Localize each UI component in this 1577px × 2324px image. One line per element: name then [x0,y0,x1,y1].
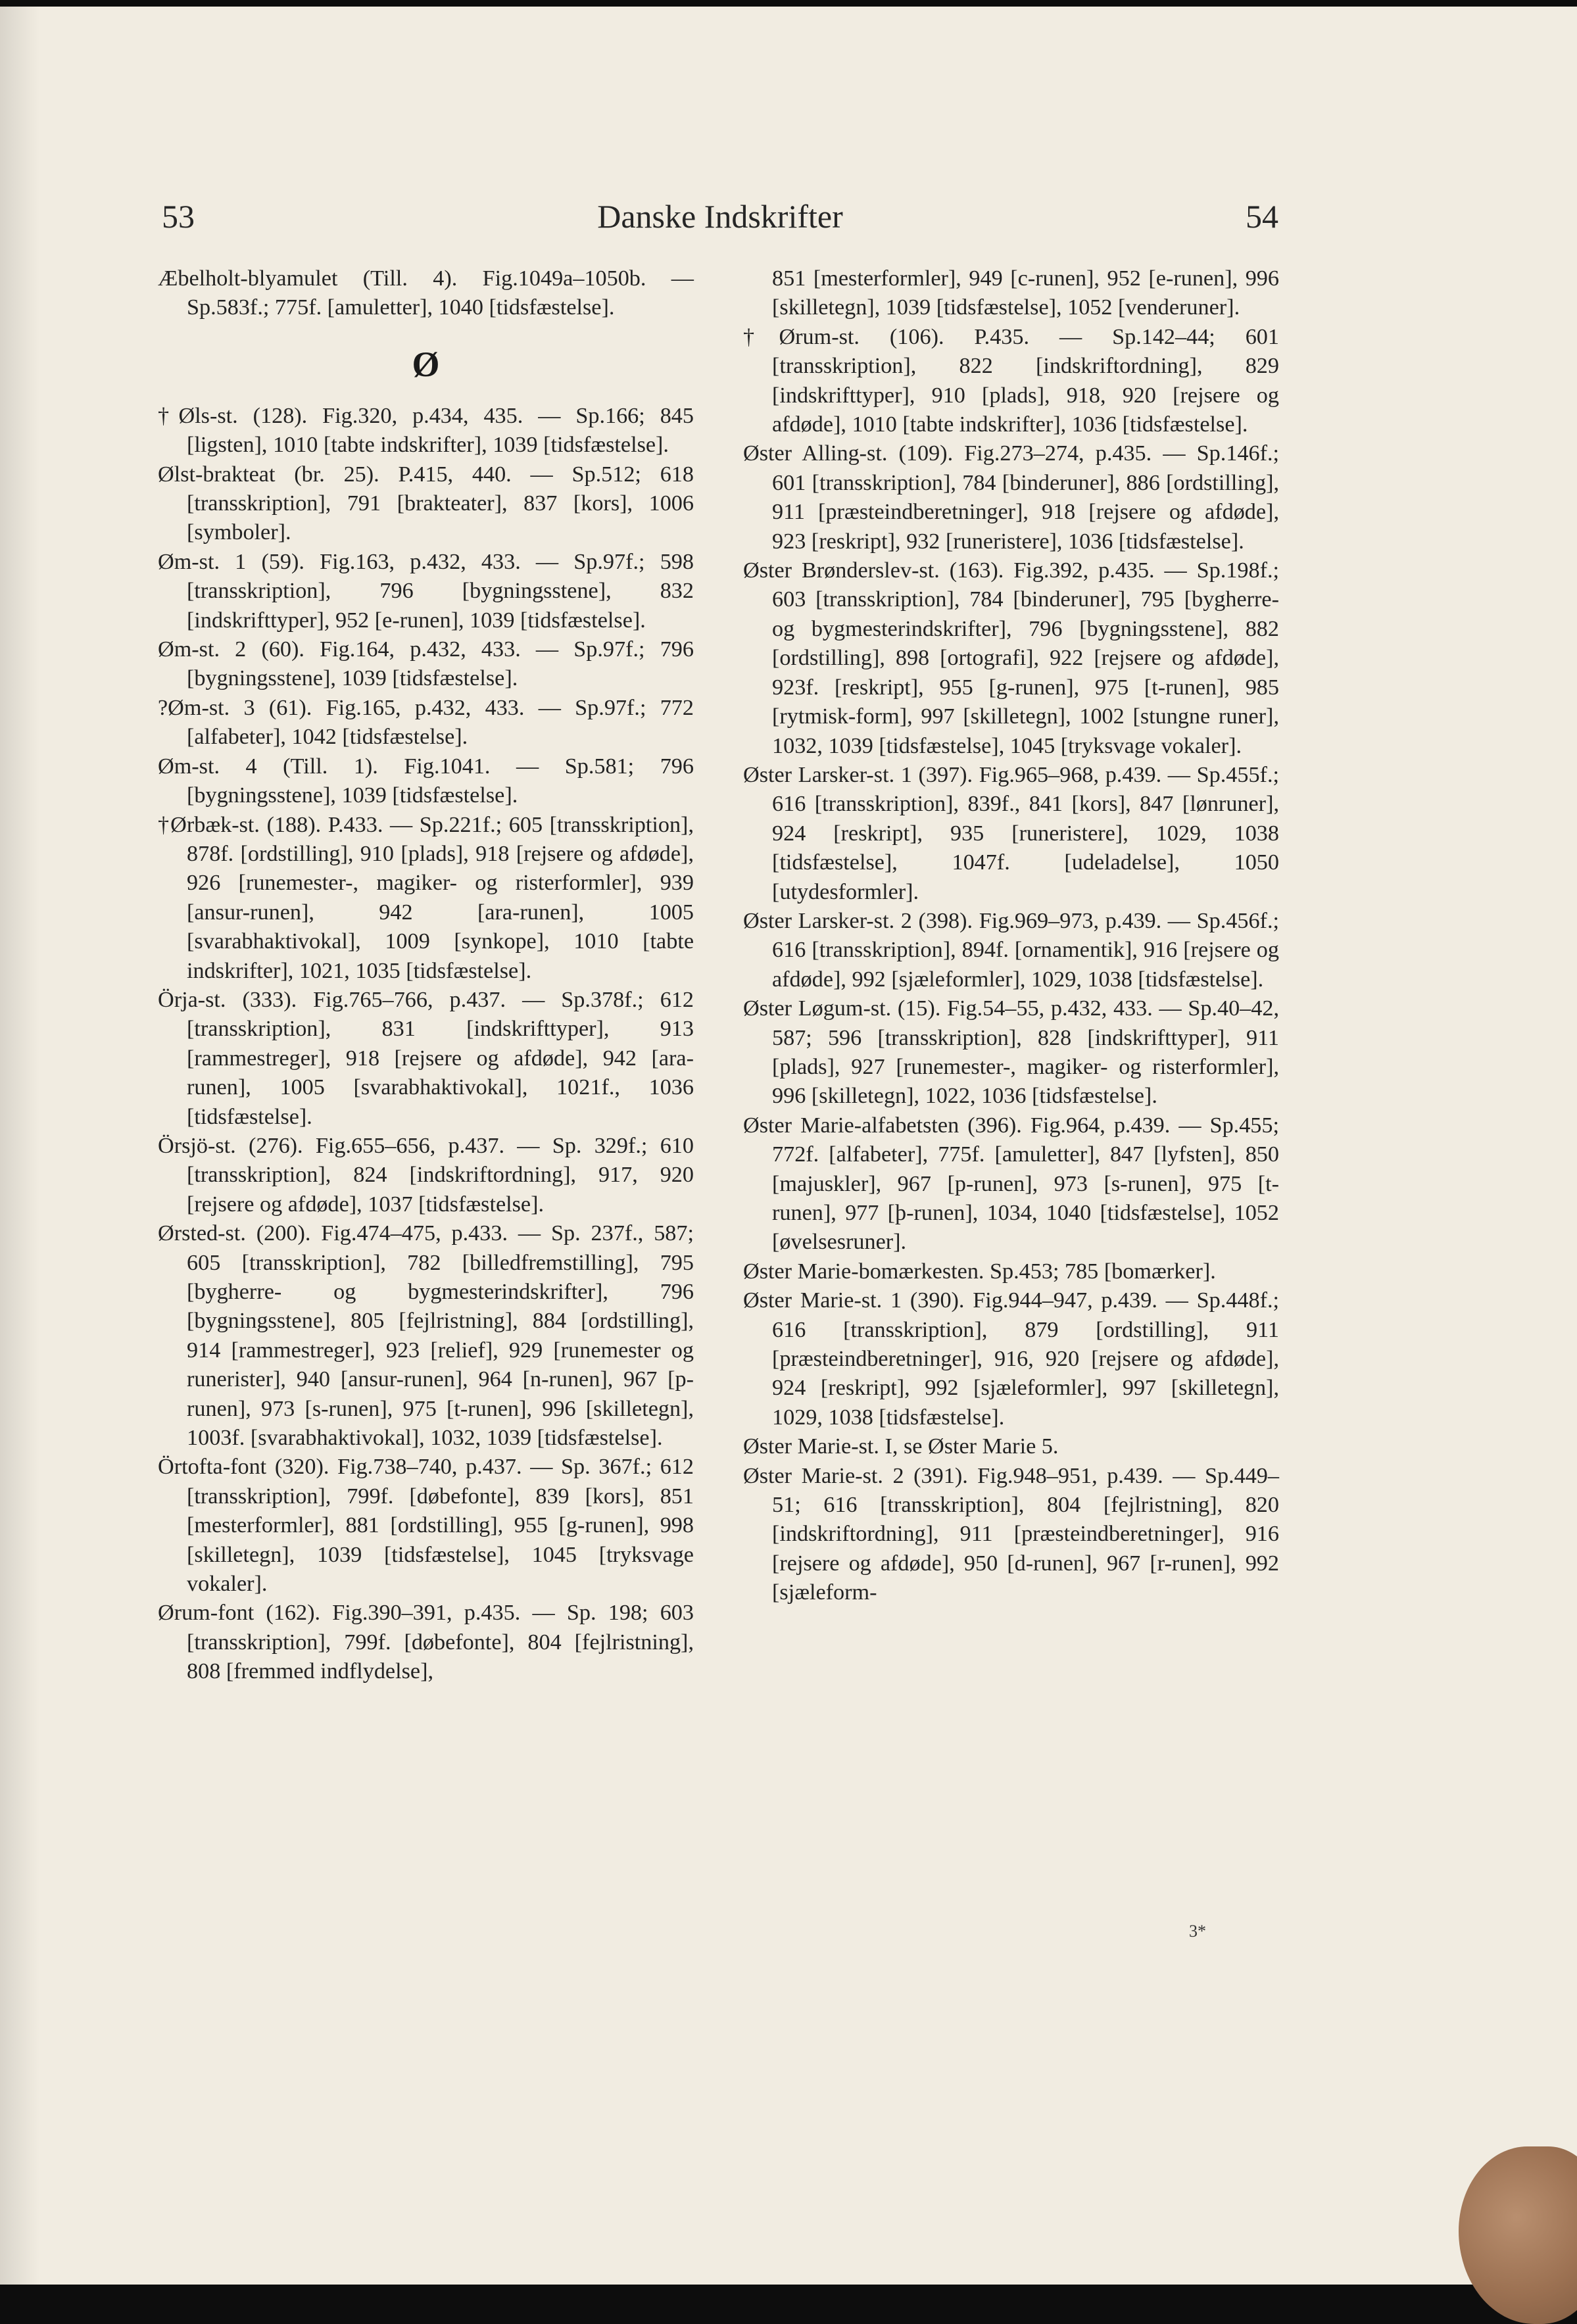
index-entry: Øm-st. 2 (60). Fig.164, p.432, 433. — Sp.97f.; 796 [bygningsstene], 1039 [tidsfæstelse]. [158,637,694,691]
page-number-left: 53 [162,198,195,235]
index-entry: †Ørbæk-st. (188). P.433. — Sp.221f.; 605 [transskription], 878f. [ordstilling], 910 [plads], 918 [rejsere og afdøde], 926 [runemester-, magiker- og risterformler], 939 [ansur-runen], 942 [ara-runen], 1005 [svarabhaktivokal], 1009 [synkope], 1010 [tabte indskrifter], 1021, 1035 [tidsfæstelse]. [158,812,694,983]
index-entry: Øster Marie-st. I, se Øster Marie 5. [743,1434,1059,1459]
index-entry: ?Øm-st. 3 (61). Fig.165, p.432, 433. — Sp.97f.; 772 [alfabeter], 1042 [tidsfæstelse]. [158,695,694,750]
index-entry: Örtofta-font (320). Fig.738–740, p.437. — Sp. 367f.; 612 [transskription], 799f. [døbefonte], 839 [kors], 851 [mesterformler], 881 [ordstilling], 955 [g-runen], 998 [skilletegn], 1039 [tidsfæstelse], 1045 [tryksvage vokaler]. [158,1455,694,1597]
gutter-shadow [0,7,39,2285]
index-entry: Øm-st. 1 (59). Fig.163, p.432, 433. — Sp.97f.; 598 [transskription], 796 [bygningsstene], 832 [indskrifttyper], 952 [e-runen], 1039 [tidsfæstelse]. [158,549,694,633]
index-entry: Øm-st. 4 (Till. 1). Fig.1041. — Sp.581; 796 [bygningsstene], 1039 [tidsfæstelse]. [158,754,694,808]
index-entry: Örsjö-st. (276). Fig.655–656, p.437. — Sp. 329f.; 610 [transskription], 824 [indskriftordning], 917, 920 [rejsere og afdøde], 1037 [tidsfæstelse]. [158,1133,694,1217]
index-entry: Øster Alling-st. (109). Fig.273–274, p.435. — Sp.146f.; 601 [transskription], 784 [binderuner], 886 [ordstilling], 911 [præsteindberetninger], 918 [rejsere og afdøde], 923 [reskript], 932 [runeristere], 1036 [tidsfæstelse]. [743,441,1279,554]
index-entry-continuation: 851 [mesterformler], 949 [c-runen], 952 [e-runen], 996 [skilletegn], 1039 [tidsfæstelse], 1052 [venderuner]. [772,266,1279,320]
index-entry: †Ørum-st. (106). P.435. — Sp.142–44; 601 [transskription], 822 [indskriftordning], 829 [indskrifttyper], 910 [plads], 918, 920 [rejsere og afdøde], 1010 [tabte indskrifter], 1036 [tidsfæstelse]. [743,324,1279,437]
index-entry: Øster Larsker-st. 1 (397). Fig.965–968, p.439. — Sp.455f.; 616 [transskription], 839f., 841 [kors], 847 [lønruner], 924 [reskript], 935 [runeristere], 1029, 1038 [tidsfæstelse], 1047f. [udeladelse], 1050 [utydesformler]. [743,762,1279,904]
index-entry: Ørum-font (162). Fig.390–391, p.435. — Sp. 198; 603 [transskription], 799f. [døbefonte], 804 [fejlristning], 808 [fremmed indflydelse], [158,1601,694,1684]
right-column [743,264,1279,1608]
index-entry: Øster Marie-st. 1 (390). Fig.944–947, p.439. — Sp.448f.; 616 [transskription], 879 [ordstilling], 911 [præsteindberetninger], 916, 920 [rejsere og afdøde], 924 [reskript], 992 [sjæleformler], 997 [skilletegn], 1029, 1038 [tidsfæstelse]. [743,1288,1279,1430]
index-entry: Æbelholt-blyamulet (Till. 4). Fig.1049a–1050b. — Sp.583f.; 775f. [amuletter], 1040 [tidsfæstelse]. [158,266,694,320]
page-number-right: 54 [1246,198,1278,235]
signature-mark: 3* [1189,1922,1206,1941]
book-page [0,7,1577,2285]
index-entry: Øster Larsker-st. 2 (398). Fig.969–973, p.439. — Sp.456f.; 616 [transskription], 894f. [ornamentik], 916 [rejsere og afdøde], 992 [sjæleformler], 1029, 1038 [tidsfæstelse]. [743,908,1279,992]
section-letter: Ø [412,344,440,384]
index-entry: Øster Brønderslev-st. (163). Fig.392, p.435. — Sp.198f.; 603 [transskription], 784 [binderuner], 795 [bygherre- og bygmesterindskrifter], 796 [bygningsstene], 882 [ordstilling], 898 [ortografi], 922 [rejsere og afdøde], 923f. [reskript], 955 [g-runen], 975 [t-runen], 985 [rytmisk-form], 997 [skilletegn], 1002 [stungne runer], 1032, 1039 [tidsfæstelse], 1045 [tryksvage vokaler]. [743,558,1279,758]
index-entry: Ørsted-st. (200). Fig.474–475, p.433. — Sp. 237f., 587; 605 [transskription], 782 [billedfremstilling], 795 [bygherre- og bygmesterindskrifter], 796 [bygningsstene], 805 [fejlristning], 884 [ordstilling], 914 [rammestreger], 923 [relief], 929 [runemester og runerister], 940 [ansur-runen], 964 [n-runen], 967 [p-runen], 973 [s-runen], 975 [t-runen], 996 [skilletegn], 1003f. [svarabhaktivokal], 1032, 1039 [tidsfæstelse]. [158,1221,694,1451]
thumb-shape [1459,2146,1577,2324]
index-entry: Øster Løgum-st. (15). Fig.54–55, p.432, 433. — Sp.40–42, 587; 596 [transskription], 828 [indskrifttyper], 911 [plads], 927 [runemester-, magiker- og risterformler], 996 [skilletegn], 1022, 1036 [tidsfæstelse]. [743,996,1279,1109]
index-entry: Øster Marie-bomærkesten. Sp.453; 785 [bomærker]. [743,1259,1216,1284]
index-entry: Øster Marie-st. 2 (391). Fig.948–951, p.439. — Sp.449–51; 616 [transskription], 804 [fejlristning], 820 [indskriftordning], 911 [præsteindberetninger], 916 [rejsere og afdøde], 950 [d-runen], 967 [r-runen], 992 [sjæleform- [743,1463,1279,1605]
left-column [158,264,694,1687]
index-entry: Örja-st. (333). Fig.765–766, p.437. — Sp.378f.; 612 [transskription], 831 [indskrifttyper], 913 [rammestreger], 918 [rejsere og afdøde], 942 [ara-runen], 1005 [svarabhaktivokal], 1021f., 1036 [tidsfæstelse]. [158,987,694,1129]
index-entry: †Øls-st. (128). Fig.320, p.434, 435. — Sp.166; 845 [ligsten], 1010 [tabte indskrifter], 1039 [tidsfæstelse]. [158,403,694,458]
running-head [162,189,1278,249]
index-entry: Øster Marie-alfabetsten (396). Fig.964, p.439. — Sp.455; 772f. [alfabeter], 775f. [amuletter], 847 [lyfsten], 850 [majuskler], 967 [p-runen], 973 [s-runen], 975 [t-runen], 977 [þ-runen], 1034, 1040 [tidsfæstelse], 1052 [øvelsesruner]. [743,1113,1279,1255]
running-title: Danske Indskrifter [597,198,843,235]
index-entry: Ølst-brakteat (br. 25). P.415, 440. — Sp.512; 618 [transskription], 791 [brakteater], 837 [kors], 1006 [symboler]. [158,462,694,545]
